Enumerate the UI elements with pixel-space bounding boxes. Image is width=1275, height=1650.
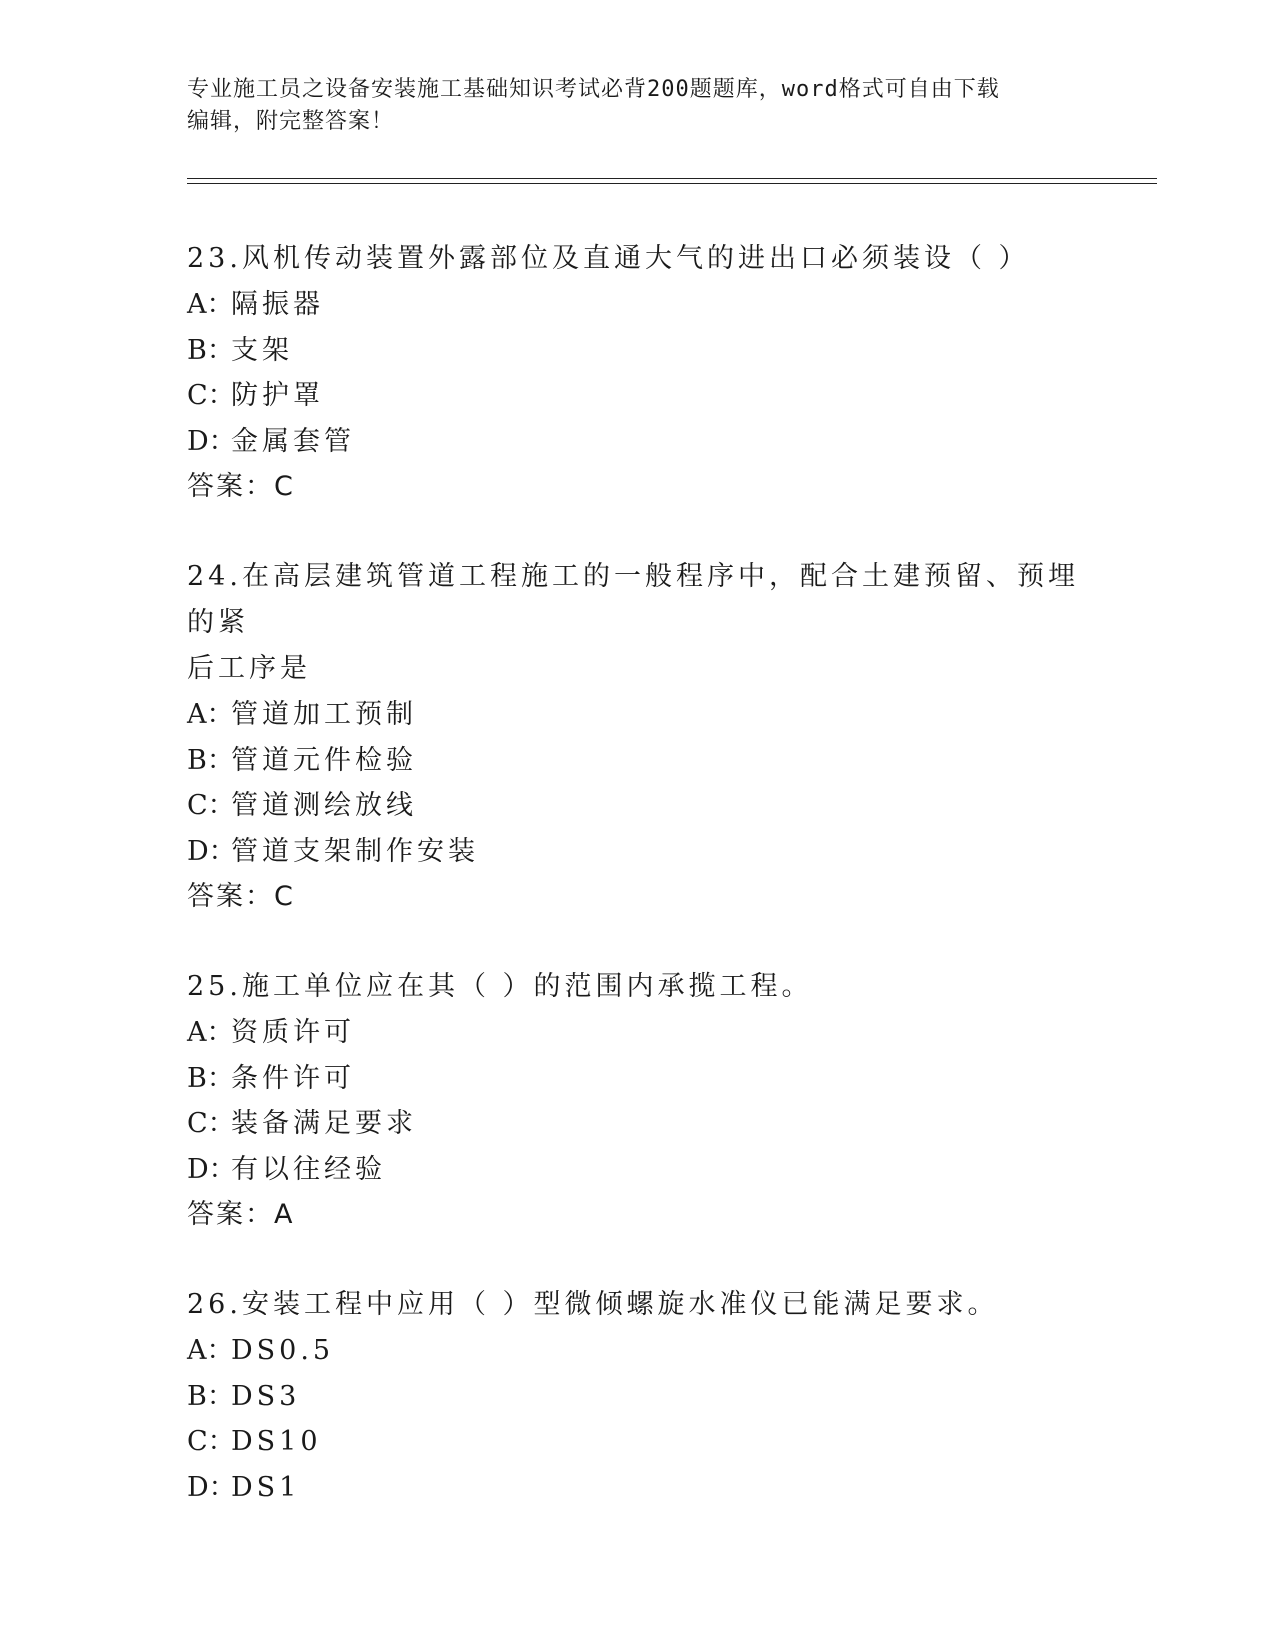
answer-option <box>187 282 1087 328</box>
option-key: C： <box>187 1108 235 1139</box>
option-key: B： <box>187 334 234 366</box>
answer-option <box>187 692 1087 738</box>
question-block <box>187 964 1087 1238</box>
answer-option <box>187 1374 1087 1420</box>
option-key: D： <box>187 1471 236 1503</box>
answer-option <box>187 373 1087 419</box>
option-key: A： <box>187 1017 234 1048</box>
answer-option <box>187 419 1087 465</box>
option-text: 防护罩 <box>231 380 324 411</box>
option-key: D： <box>187 835 236 867</box>
option-text: 有以往经验 <box>231 1153 386 1185</box>
option-key: A： <box>187 699 234 730</box>
question-stem: 24.在高层建筑管道工程施工的一般程序中，配合土建预留、预埋的紧 <box>187 561 1079 638</box>
answer-option <box>187 783 1087 829</box>
answer-option <box>187 829 1087 875</box>
answer-option <box>187 1419 1087 1465</box>
option-key: D： <box>187 425 236 457</box>
option-text: 管道测绘放线 <box>231 790 417 821</box>
question-stem: 25.施工单位应在其（ ）的范围内承揽工程。 <box>187 971 813 1002</box>
option-text: 管道元件检验 <box>231 744 417 776</box>
option-key: C： <box>187 790 235 821</box>
answer-option <box>187 1010 1087 1056</box>
option-key: A： <box>187 289 234 320</box>
answer-option <box>187 1056 1087 1102</box>
header-line-2: 编辑，附完整答案！ <box>187 109 395 134</box>
option-text: 资质许可 <box>231 1017 355 1048</box>
option-text: DS10 <box>231 1426 322 1457</box>
option-text: 管道支架制作安装 <box>231 835 479 867</box>
option-key: B： <box>187 744 234 776</box>
header-line-1: 专业施工员之设备安装施工基础知识考试必背200题题库，word格式可自由下载 <box>187 77 1000 102</box>
option-text: 支架 <box>231 334 293 366</box>
answer-option <box>187 1101 1087 1147</box>
option-text: 装备满足要求 <box>231 1108 417 1139</box>
question-list <box>187 236 1087 1554</box>
answer-line: 答案：C <box>187 881 295 912</box>
document-header <box>187 74 1087 138</box>
answer-option <box>187 1147 1087 1193</box>
answer-line: 答案：C <box>187 471 295 502</box>
answer-option <box>187 328 1087 374</box>
question-block <box>187 236 1087 510</box>
option-text: DS0.5 <box>231 1335 335 1366</box>
option-key: B： <box>187 1062 234 1094</box>
option-text: 条件许可 <box>231 1062 355 1094</box>
question-block <box>187 554 1087 920</box>
option-key: B： <box>187 1380 234 1412</box>
question-stem: 后工序是 <box>187 653 311 684</box>
answer-option <box>187 1465 1087 1511</box>
answer-line: 答案：A <box>187 1199 295 1230</box>
option-key: C： <box>187 1426 235 1457</box>
answer-option <box>187 1328 1087 1374</box>
header-divider-top <box>187 178 1157 179</box>
question-block <box>187 1282 1087 1510</box>
header-divider-bottom <box>187 183 1157 184</box>
option-text: 金属套管 <box>231 425 355 457</box>
question-stem: 23.风机传动装置外露部位及直通大气的进出口必须装设（ ） <box>187 243 1030 274</box>
option-key: A： <box>187 1335 234 1366</box>
option-key: D： <box>187 1153 236 1185</box>
option-key: C： <box>187 380 235 411</box>
answer-option <box>187 738 1087 784</box>
option-text: 隔振器 <box>231 289 324 320</box>
option-text: DS3 <box>231 1380 301 1412</box>
option-text: DS1 <box>231 1471 301 1503</box>
question-stem: 26.安装工程中应用（ ）型微倾螺旋水准仪已能满足要求。 <box>187 1289 999 1320</box>
option-text: 管道加工预制 <box>231 699 417 730</box>
